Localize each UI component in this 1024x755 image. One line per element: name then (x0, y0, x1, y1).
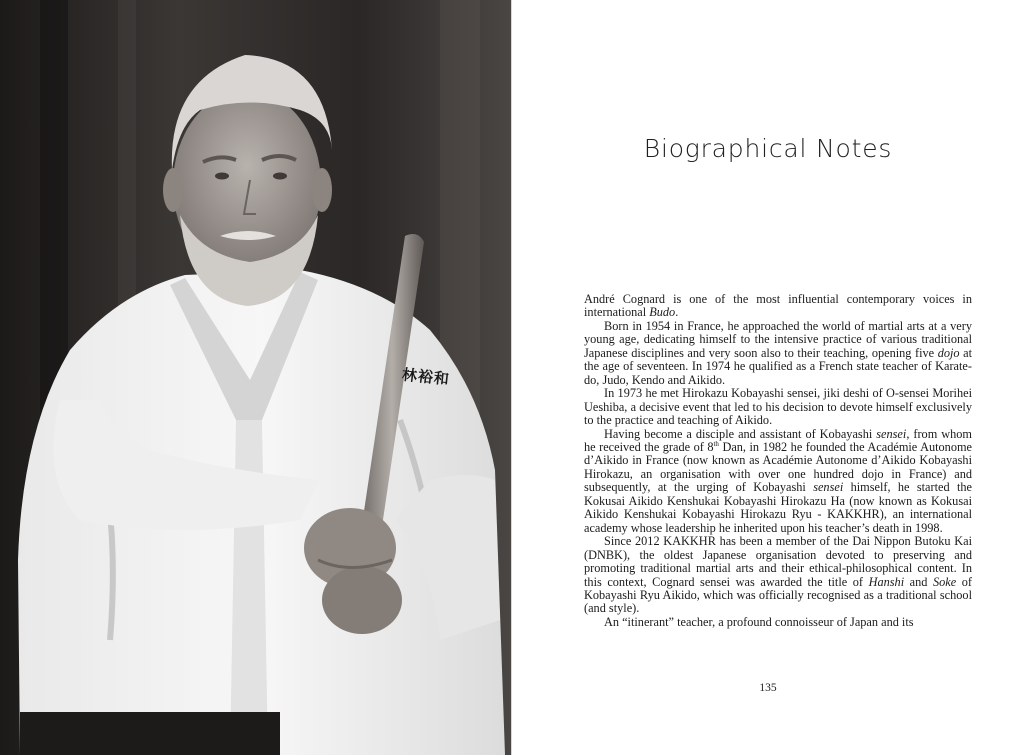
biography-body (584, 293, 972, 629)
text-run: An “itinerant” teacher, a profound connoisseur of Japan and its (604, 614, 914, 629)
superscript: th (713, 439, 719, 448)
paragraph-academie (584, 428, 972, 536)
italic-term: sensei (813, 480, 844, 495)
portrait-photo (0, 0, 511, 755)
italic-term: Soke (932, 574, 957, 589)
gi-embroidery-text: 林裕和 (401, 365, 451, 389)
text-page (512, 0, 1024, 755)
text-run: , from whom he received the grade of 8 (584, 426, 972, 454)
page-title: Biographical Notes (643, 134, 893, 163)
text-run: Since 2012 KAKKHR has been a member of the Dai Nippon Butoku Kai (DNBK), the oldest Japanese organisation devoted to preserving and promoting traditional martial arts and their ethical-philosophical content. In this context, Cognard sensei was awarded the title of (584, 534, 972, 589)
text-run: Born in 1954 in France, he approached the world of martial arts at a very young age, dedicating himself to the intensive practice of various traditional Japanese disciplines and very soon also to their teaching, opening five (584, 318, 972, 360)
italic-term: sensei (876, 426, 907, 441)
italic-term: Hanshi (868, 574, 905, 589)
text-run: and (904, 574, 933, 589)
text-run: himself, he started the Kokusai Aikido Kenshukai Kobayashi Hirokazu Ha (now known as Kokusai Aikido Kenshukai Kobayashi Hirokazu Ryu - KAKKHR), an international academy whose leadership he inherited upon his teacher’s death in 1998. (584, 480, 973, 535)
text-run: Having become a disciple and assistant of Kobayashi (604, 426, 877, 441)
text-run: In 1973 he met Hirokazu Kobayashi sensei, jiki deshi of O-sensei Morihei Ueshiba, a decisive event that led to his decision to devote himself exclusively to the practice and teaching of Aikido. (584, 386, 972, 428)
text-run: André Cognard is one of the most influential contemporary voices in international (584, 292, 972, 320)
page-number: 135 (759, 682, 777, 694)
paragraph-dnbk (584, 535, 972, 616)
paragraph-itinerant-teacher (584, 616, 972, 629)
text-run: Dan, in 1982 he founded the Académie Autonome d’Aikido in France (now known as Académie Autonome d’Aikido Kobayashi Hirokazu, an organisation with over one hundred dojo in France) and subsequently, at the urging of Kobayashi (584, 439, 972, 495)
text-run: at the age of seventeen. In 1974 he qualified as a French state teacher of Karate-do, Judo, Kendo and Aikido. (584, 345, 972, 387)
paragraph-meeting-kobayashi (584, 387, 972, 427)
paragraph-early-life (584, 320, 972, 387)
text-run: . (675, 305, 679, 320)
text-run: of Kobayashi Ryu Aikido, which was officially recognised as a traditional school (and style). (584, 574, 973, 616)
paragraph-intro (584, 293, 972, 320)
italic-term: Budo (649, 305, 676, 320)
italic-term: dojo (937, 345, 960, 360)
